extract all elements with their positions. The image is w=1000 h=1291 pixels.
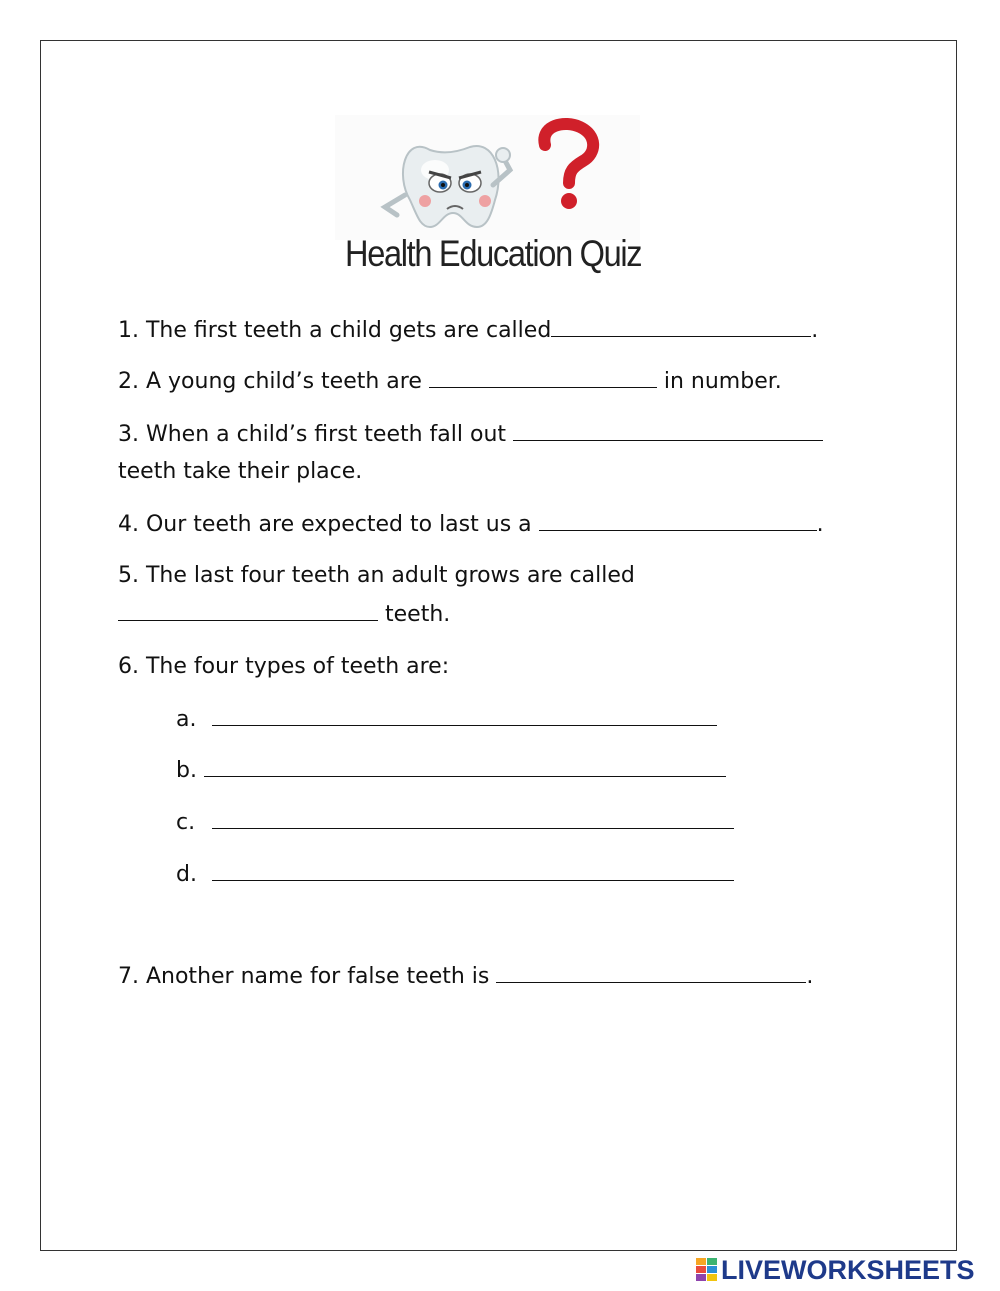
answer-blank-3[interactable] bbox=[513, 420, 823, 441]
question-6-text: 6. The four types of teeth are: bbox=[118, 654, 450, 679]
liveworksheets-logo-icon bbox=[696, 1258, 718, 1282]
answer-blank-6a[interactable] bbox=[212, 705, 717, 726]
liveworksheets-brand bbox=[696, 1255, 975, 1285]
question-2 bbox=[118, 367, 782, 396]
question-4-text: 4. Our teeth are expected to last us a bbox=[118, 512, 532, 537]
question-4-end: . bbox=[816, 512, 824, 537]
question-1-text: 1. The first teeth a child gets are called bbox=[118, 318, 552, 343]
question-6-option-c bbox=[176, 808, 734, 837]
question-5-end: teeth. bbox=[385, 602, 451, 627]
question-3 bbox=[118, 420, 823, 449]
question-3-line2: teeth take their place. bbox=[118, 459, 363, 484]
question-2-text: 2. A young child’s teeth are bbox=[118, 369, 422, 394]
tooth-question-mark-illustration bbox=[335, 115, 640, 240]
question-6 bbox=[118, 653, 449, 681]
question-1-end: . bbox=[811, 318, 819, 343]
question-5 bbox=[118, 562, 635, 590]
question-7 bbox=[118, 962, 813, 991]
question-3-text: 3. When a child’s first teeth fall out bbox=[118, 422, 507, 447]
page-title: Health Education Quiz bbox=[345, 233, 642, 274]
answer-blank-5[interactable] bbox=[118, 600, 378, 621]
option-c-label: c. bbox=[176, 810, 196, 835]
question-6-option-b bbox=[176, 756, 726, 785]
answer-blank-1[interactable] bbox=[551, 316, 811, 337]
brand-text: LIVEWORKSHEETS bbox=[721, 1254, 975, 1285]
option-a-label: a. bbox=[176, 707, 197, 732]
answer-blank-4[interactable] bbox=[539, 510, 817, 531]
question-4 bbox=[118, 510, 824, 539]
question-2-end: in number. bbox=[663, 369, 782, 394]
answer-blank-6c[interactable] bbox=[212, 808, 734, 829]
answer-blank-6b[interactable] bbox=[204, 756, 726, 777]
question-5-text: 5. The last four teeth an adult grows are called bbox=[118, 563, 635, 588]
question-7-text: 7. Another name for false teeth is bbox=[118, 964, 490, 989]
question-3-continued bbox=[118, 458, 362, 486]
question-1 bbox=[118, 316, 818, 345]
answer-blank-2[interactable] bbox=[429, 367, 657, 388]
answer-blank-6d[interactable] bbox=[212, 860, 734, 881]
option-d-label: d. bbox=[176, 862, 197, 887]
question-6-option-d bbox=[176, 860, 734, 889]
answer-blank-7[interactable] bbox=[496, 962, 806, 983]
option-b-label: b. bbox=[176, 758, 197, 783]
question-5-continued bbox=[118, 600, 450, 629]
question-7-end: . bbox=[806, 964, 814, 989]
question-6-option-a bbox=[176, 705, 717, 734]
